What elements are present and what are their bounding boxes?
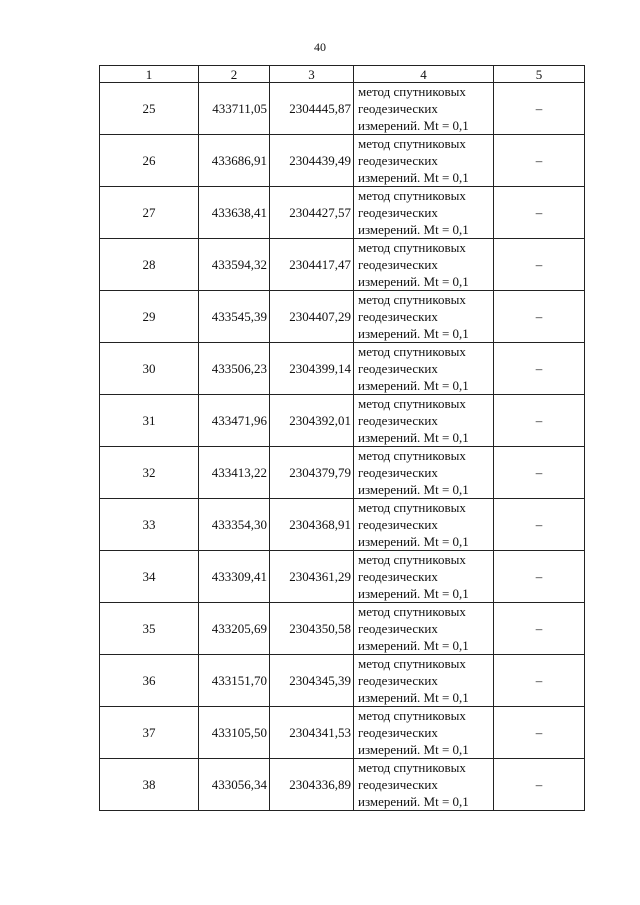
method-text-line: метод спутниковых (358, 84, 466, 99)
table-body (100, 83, 585, 811)
table-row (100, 395, 585, 447)
method-cell (354, 395, 494, 447)
table-row (100, 291, 585, 343)
method-text-line: метод спутниковых (358, 604, 466, 619)
method-cell (354, 135, 494, 187)
point-number-cell: 38 (100, 759, 199, 811)
x-coordinate-cell: 433354,30 (199, 499, 270, 551)
method-text-line: метод спутниковых (358, 240, 466, 255)
y-coordinate-cell: 2304336,89 (270, 759, 354, 811)
column-header-5: 5 (494, 66, 585, 83)
method-cell (354, 551, 494, 603)
point-number-cell: 37 (100, 707, 199, 759)
method-text-line: геодезических (358, 205, 438, 220)
column-header-4: 4 (354, 66, 494, 83)
note-cell: – (494, 239, 585, 291)
method-text-line: геодезических (358, 101, 438, 116)
method-text-line: геодезических (358, 725, 438, 740)
y-coordinate-cell: 2304379,79 (270, 447, 354, 499)
method-text-line: измерений. Mt = 0,1 (358, 170, 469, 185)
method-cell (354, 83, 494, 135)
column-header-2: 2 (199, 66, 270, 83)
method-text-line: измерений. Mt = 0,1 (358, 378, 469, 393)
note-cell: – (494, 759, 585, 811)
method-cell (354, 603, 494, 655)
method-cell (354, 707, 494, 759)
point-number-cell: 36 (100, 655, 199, 707)
method-text-line: измерений. Mt = 0,1 (358, 690, 469, 705)
y-coordinate-cell: 2304345,39 (270, 655, 354, 707)
method-text-line: метод спутниковых (358, 760, 466, 775)
note-cell: – (494, 447, 585, 499)
point-number-cell: 34 (100, 551, 199, 603)
method-text-line: геодезических (358, 465, 438, 480)
method-text-line: измерений. Mt = 0,1 (358, 274, 469, 289)
note-cell: – (494, 655, 585, 707)
method-text-line: измерений. Mt = 0,1 (358, 430, 469, 445)
table-row (100, 239, 585, 291)
method-text-line: измерений. Mt = 0,1 (358, 118, 469, 133)
x-coordinate-cell: 433711,05 (199, 83, 270, 135)
note-cell: – (494, 291, 585, 343)
x-coordinate-cell: 433506,23 (199, 343, 270, 395)
table-row (100, 447, 585, 499)
table-row (100, 655, 585, 707)
table-row (100, 187, 585, 239)
note-cell: – (494, 499, 585, 551)
y-coordinate-cell: 2304445,87 (270, 83, 354, 135)
table-row (100, 707, 585, 759)
x-coordinate-cell: 433545,39 (199, 291, 270, 343)
method-text-line: метод спутниковых (358, 396, 466, 411)
table-row (100, 343, 585, 395)
table-row (100, 551, 585, 603)
method-text-line: измерений. Mt = 0,1 (358, 534, 469, 549)
x-coordinate-cell: 433638,41 (199, 187, 270, 239)
y-coordinate-cell: 2304407,29 (270, 291, 354, 343)
x-coordinate-cell: 433056,34 (199, 759, 270, 811)
point-number-cell: 28 (100, 239, 199, 291)
x-coordinate-cell: 433151,70 (199, 655, 270, 707)
point-number-cell: 27 (100, 187, 199, 239)
method-text-line: измерений. Mt = 0,1 (358, 326, 469, 341)
note-cell: – (494, 551, 585, 603)
method-text-line: геодезических (358, 569, 438, 584)
y-coordinate-cell: 2304417,47 (270, 239, 354, 291)
method-text-line: измерений. Mt = 0,1 (358, 482, 469, 497)
method-text-line: геодезических (358, 309, 438, 324)
y-coordinate-cell: 2304392,01 (270, 395, 354, 447)
note-cell: – (494, 603, 585, 655)
method-text-line: метод спутниковых (358, 708, 466, 723)
point-number-cell: 25 (100, 83, 199, 135)
note-cell: – (494, 83, 585, 135)
method-text-line: геодезических (358, 673, 438, 688)
x-coordinate-cell: 433686,91 (199, 135, 270, 187)
method-text-line: измерений. Mt = 0,1 (358, 794, 469, 809)
table-row (100, 135, 585, 187)
point-number-cell: 31 (100, 395, 199, 447)
method-text-line: метод спутниковых (358, 656, 466, 671)
note-cell: – (494, 707, 585, 759)
y-coordinate-cell: 2304399,14 (270, 343, 354, 395)
table-row (100, 603, 585, 655)
note-cell: – (494, 343, 585, 395)
method-cell (354, 239, 494, 291)
point-number-cell: 26 (100, 135, 199, 187)
column-header-3: 3 (270, 66, 354, 83)
method-text-line: измерений. Mt = 0,1 (358, 586, 469, 601)
note-cell: – (494, 187, 585, 239)
method-text-line: геодезических (358, 153, 438, 168)
y-coordinate-cell: 2304368,91 (270, 499, 354, 551)
method-text-line: метод спутниковых (358, 552, 466, 567)
coordinates-table (99, 65, 585, 811)
table-header-row (100, 66, 585, 83)
point-number-cell: 35 (100, 603, 199, 655)
method-cell (354, 447, 494, 499)
y-coordinate-cell: 2304341,53 (270, 707, 354, 759)
y-coordinate-cell: 2304439,49 (270, 135, 354, 187)
point-number-cell: 32 (100, 447, 199, 499)
note-cell: – (494, 395, 585, 447)
method-cell (354, 655, 494, 707)
method-text-line: геодезических (358, 777, 438, 792)
point-number-cell: 33 (100, 499, 199, 551)
table-row (100, 499, 585, 551)
method-cell (354, 499, 494, 551)
page-number: 40 (314, 40, 326, 54)
method-text-line: геодезических (358, 621, 438, 636)
method-cell (354, 759, 494, 811)
x-coordinate-cell: 433105,50 (199, 707, 270, 759)
y-coordinate-cell: 2304361,29 (270, 551, 354, 603)
note-cell: – (494, 135, 585, 187)
method-text-line: измерений. Mt = 0,1 (358, 222, 469, 237)
method-text-line: измерений. Mt = 0,1 (358, 742, 469, 757)
method-text-line: метод спутниковых (358, 344, 466, 359)
x-coordinate-cell: 433205,69 (199, 603, 270, 655)
method-cell (354, 343, 494, 395)
x-coordinate-cell: 433309,41 (199, 551, 270, 603)
x-coordinate-cell: 433413,22 (199, 447, 270, 499)
method-text-line: метод спутниковых (358, 500, 466, 515)
method-cell (354, 187, 494, 239)
method-text-line: измерений. Mt = 0,1 (358, 638, 469, 653)
y-coordinate-cell: 2304350,58 (270, 603, 354, 655)
method-text-line: метод спутниковых (358, 292, 466, 307)
point-number-cell: 30 (100, 343, 199, 395)
method-cell (354, 291, 494, 343)
method-text-line: геодезических (358, 413, 438, 428)
point-number-cell: 29 (100, 291, 199, 343)
method-text-line: метод спутниковых (358, 188, 466, 203)
table-row (100, 83, 585, 135)
x-coordinate-cell: 433594,32 (199, 239, 270, 291)
method-text-line: метод спутниковых (358, 136, 466, 151)
table-row (100, 759, 585, 811)
method-text-line: геодезических (358, 257, 438, 272)
column-header-1: 1 (100, 66, 199, 83)
y-coordinate-cell: 2304427,57 (270, 187, 354, 239)
method-text-line: метод спутниковых (358, 448, 466, 463)
method-text-line: геодезических (358, 361, 438, 376)
method-text-line: геодезических (358, 517, 438, 532)
x-coordinate-cell: 433471,96 (199, 395, 270, 447)
